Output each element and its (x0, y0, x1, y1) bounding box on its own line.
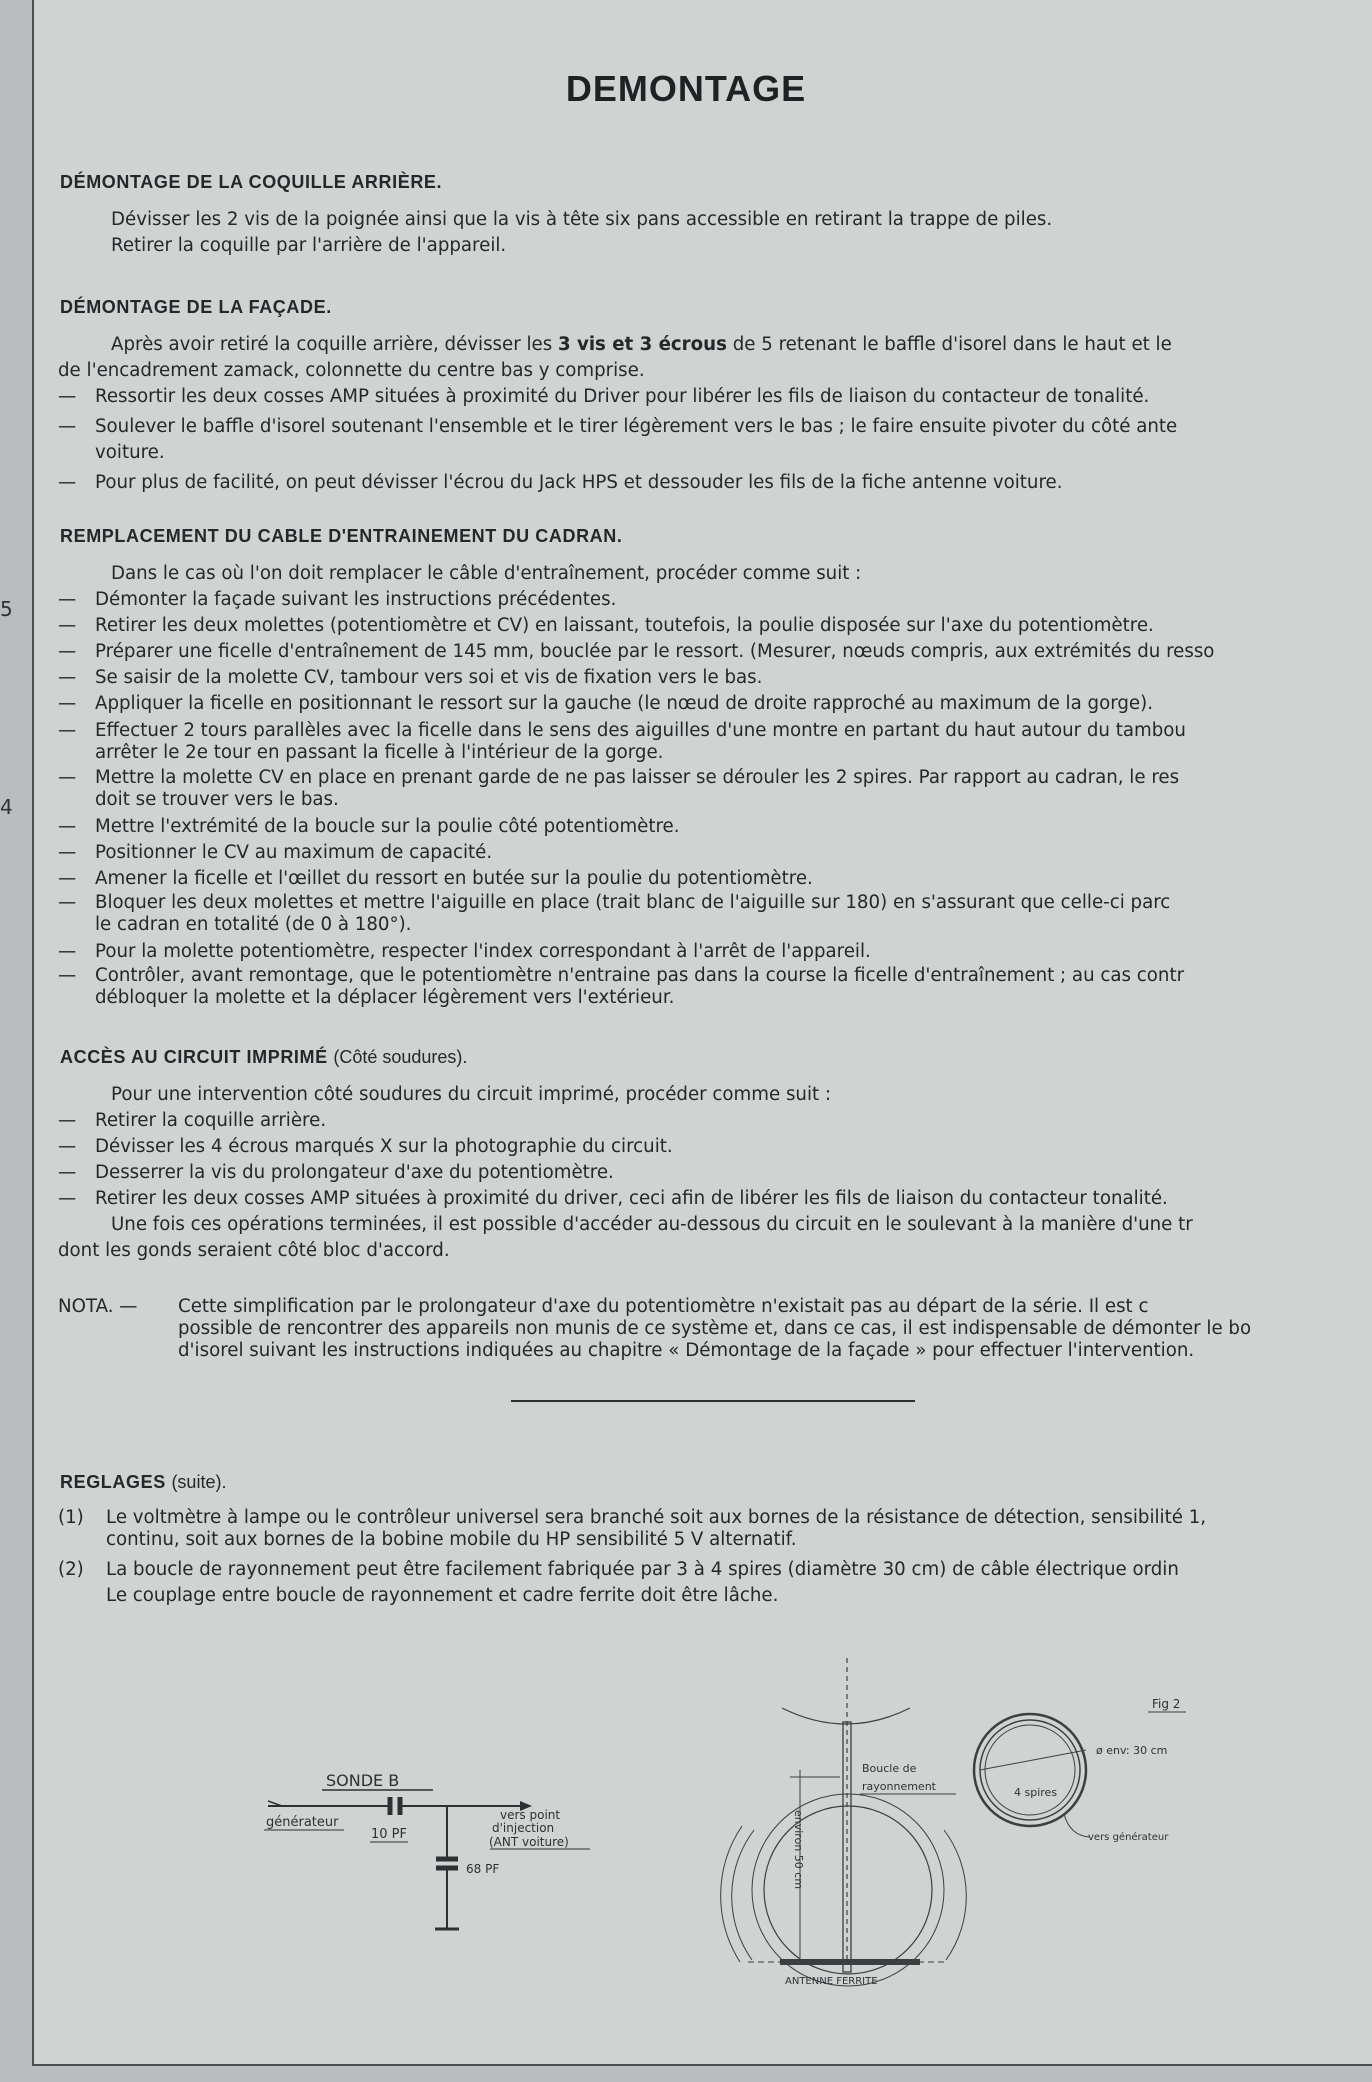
list-item: (2) La boucle de rayonnement peut être facilement fabriquée par 3 à 4 spires (diamètre 30 cm) de câble électrique ordin Le couplage entre boucle de rayonnement et cadre ferrite doit être lâche. (58, 1559, 1179, 1606)
page-title: DEMONTAGE (565, 68, 807, 109)
section-heading: REMPLACEMENT DU CABLE D'ENTRAINEMENT DU CADRAN. (60, 526, 623, 546)
paragraph-line: Une fois ces opérations terminées, il est possible d'accéder au-dessous du circuit en le soulevant à la manière d'une tr (111, 1214, 1193, 1235)
paragraph-line: dont les gonds seraient côté bloc d'accord. (58, 1240, 450, 1261)
fig2-drawing (721, 1658, 1186, 1987)
margin-number: 5 (0, 597, 13, 621)
list-item: — Soulever le baffle d'isorel soutenant l'ensemble et le tirer légèrement vers le bas ; le faire ensuite pivoter du côté ante voiture. (58, 414, 1370, 466)
figure-label: Fig 2 (1152, 1697, 1181, 1711)
boucle-label: Boucle de (862, 1762, 917, 1775)
boucle-label: rayonnement (862, 1780, 936, 1793)
paragraph-line: Après avoir retiré la coquille arrière, dévisser les 3 vis et 3 écrous de 5 retenant le baffle d'isorel dans le haut et le (111, 334, 1172, 355)
generator-label: vers générateur (1088, 1832, 1169, 1843)
list-item: — Retirer la coquille arrière. (58, 1108, 1370, 1134)
list-item: — Desserrer la vis du prolongateur d'axe du potentiomètre. (58, 1160, 1370, 1186)
destination-label: vers point (500, 1808, 561, 1822)
list-item: — Préparer une ficelle d'entraînement de 145 mm, bouclée par le ressort. (Mesurer, nœuds compris, aux extrémités du resso (58, 639, 1370, 665)
sonde-title: SONDE B (326, 1771, 400, 1790)
sonde-schematic (264, 1771, 590, 1929)
list-item: — Dévisser les 4 écrous marqués X sur la photographie du circuit. (58, 1134, 1370, 1160)
paragraph-line: Pour une intervention côté soudures du circuit imprimé, procéder comme suit : (111, 1084, 832, 1105)
antenne-label: ANTENNE FERRITE (785, 1976, 878, 1987)
destination-label: (ANT voiture) (489, 1835, 569, 1849)
paragraph-line: Dans le cas où l'on doit remplacer le câble d'entraînement, procéder comme suit : (111, 563, 862, 584)
section-heading: ACCÈS AU CIRCUIT IMPRIMÉ (Côté soudures). (60, 1047, 468, 1067)
diameter-label: ø env: 30 cm (1096, 1744, 1168, 1757)
list-item: (1) Le voltmètre à lampe ou le contrôleur universel sera branché soit aux bornes de la résistance de détection, sensibilité 1, continu, soit aux bornes de la bobine mobile du HP sensibilité 5 V alternatif. (58, 1507, 1207, 1550)
distance-label: environ 50 cm (792, 1810, 805, 1890)
generator-label: générateur (266, 1815, 339, 1830)
margin-number: 4 (0, 795, 13, 819)
list-item: — Mettre la molette CV en place en prenant garde de ne pas laisser se dérouler les 2 spires. Par rapport au cadran, le res doit se trouver vers le bas. (58, 767, 1370, 811)
nota-label: NOTA. — (58, 1296, 138, 1317)
list-item: — Amener la ficelle et l'œillet du ressort en butée sur la poulie du potentiomètre. (58, 866, 1370, 892)
paragraph-line: de l'encadrement zamack, colonnette du centre bas y comprise. (58, 360, 645, 381)
cap1-label: 10 PF (371, 1827, 407, 1842)
list-item: — Ressortir les deux cosses AMP situées à proximité du Driver pour libérer les fils de liaison du contacteur de tonalité. (58, 384, 1370, 410)
list-item: — Positionner le CV au maximum de capacité. (58, 840, 1370, 866)
paragraph-line: Retirer la coquille par l'arrière de l'appareil. (111, 235, 507, 256)
nota-text: Cette simplification par le prolongateur d'axe du potentiomètre n'existait pas au départ de la série. Il est c possible de rencontrer des appareils non munis de ce système et, dans ce cas, il est indispensable de démonter le bo d'isorel suivant les instructions indiquées au chapitre « Démontage de la façade » pour effectuer l'intervention. (178, 1296, 1252, 1361)
section-heading: DÉMONTAGE DE LA FAÇADE. (60, 297, 332, 317)
list-item: — Pour plus de facilité, on peut dévisser l'écrou du Jack HPS et dessouder les fils de la fiche antenne voiture. (58, 470, 1370, 496)
list-item: — Se saisir de la molette CV, tambour vers soi et vis de fixation vers le bas. (58, 665, 1370, 691)
list-item: — Bloquer les deux molettes et mettre l'aiguille en place (trait blanc de l'aiguille sur 180) en s'assurant que celle-ci parc le cadran en totalité (de 0 à 180°). (58, 892, 1370, 936)
destination-label: d'injection (492, 1821, 555, 1835)
list-item: — Mettre l'extrémité de la boucle sur la poulie côté potentiomètre. (58, 814, 1370, 840)
ferrite-rod (780, 1959, 920, 1965)
list-item: — Contrôler, avant remontage, que le potentiomètre n'entraine pas dans la course la ficelle d'entraînement ; au cas contr débloquer la molette et la déplacer légèrement vers l'extérieur. (58, 965, 1370, 1009)
section-heading: DÉMONTAGE DE LA COQUILLE ARRIÈRE. (60, 172, 443, 192)
cap2-label: 68 PF (466, 1862, 500, 1876)
paragraph-line: Dévisser les 2 vis de la poignée ainsi que la vis à tête six pans accessible en retirant la trappe de piles. (111, 209, 1053, 230)
list-item: — Pour la molette potentiomètre, respecter l'index correspondant à l'arrêt de l'appareil. (58, 939, 1370, 965)
list-item: — Retirer les deux molettes (potentiomètre et CV) en laissant, toutefois, la poulie disposée sur l'axe du potentiomètre. (58, 613, 1370, 639)
list-item: — Appliquer la ficelle en positionnant le ressort sur la gauche (le nœud de droite rapproché au maximum de la gorge). (58, 691, 1370, 717)
spires-label: 4 spires (1014, 1786, 1058, 1799)
list-item: — Démonter la façade suivant les instructions précédentes. (58, 587, 1370, 613)
list-item: — Effectuer 2 tours parallèles avec la ficelle dans le sens des aiguilles d'une montre en partant du haut autour du tambou arrêter le 2e tour en passant la ficelle à l'intérieur de la gorge. (58, 720, 1370, 764)
section-heading: REGLAGES (suite). (60, 1472, 227, 1492)
list-item: — Retirer les deux cosses AMP situées à proximité du driver, ceci afin de libérer les fils de liaison du contacteur tonalité. (58, 1186, 1370, 1212)
